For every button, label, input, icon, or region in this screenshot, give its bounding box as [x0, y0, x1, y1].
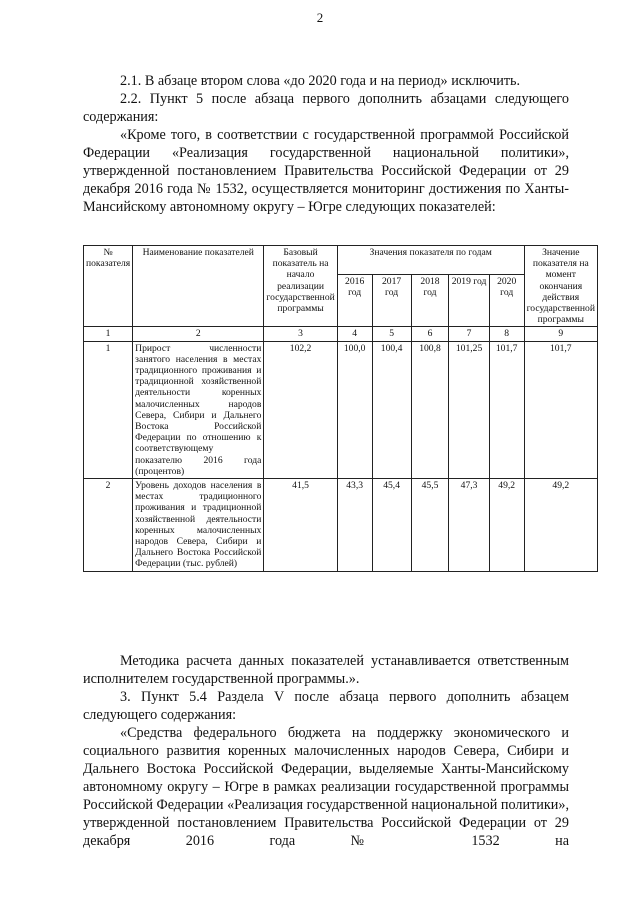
column-number: 6 [411, 327, 449, 341]
paragraph-2-2: 2.2. Пункт 5 после абзаца первого дополнить абзацами следующего содержания: [83, 91, 569, 125]
year-value: 100,0 [337, 341, 372, 478]
year-value: 43,3 [337, 479, 372, 572]
table-row [84, 341, 598, 478]
column-number: 8 [489, 327, 524, 341]
paragraph-federal-budget: «Средства федерального бюджета на поддержку экономического и социального развития коренных малочисленных народов Севера, Сибири и Дальнего Востока Российской Федерации, выделяемые Ханты-Мансийскому автономному округу – Югре в рамках реализации государственной программы Российской Федерации «Реализация государственной национальной политики», утвержденной постановлением Правительства Российской Федерации от 29 декабря 2016 года № 1532 на [83, 725, 569, 849]
column-number: 9 [524, 327, 597, 341]
year-value: 45,5 [411, 479, 449, 572]
year-value: 100,4 [372, 341, 411, 478]
indicator-name: Уровень доходов населения в местах традиционного проживания и традиционной хозяйственной деятельности коренных малочисленных народов Севера, Сибири и Дальнего Востока Российской Федерации (тыс. рублей) [133, 479, 264, 572]
year-value: 47,3 [449, 479, 489, 572]
base-value: 102,2 [264, 341, 337, 478]
header-year: 2016 год [337, 275, 372, 327]
top-text [83, 72, 569, 216]
row-number: 1 [84, 341, 133, 478]
header-year: 2017 год [372, 275, 411, 327]
paragraph-3: 3. Пункт 5.4 Раздела V после абзаца первого дополнить абзацем следующего содержания: [83, 689, 569, 723]
header-year: 2020 год [489, 275, 524, 327]
table-row [84, 479, 598, 572]
column-number: 5 [372, 327, 411, 341]
year-value: 100,8 [411, 341, 449, 478]
row-number: 2 [84, 479, 133, 572]
column-number: 4 [337, 327, 372, 341]
column-number: 7 [449, 327, 489, 341]
paragraph-2-1: 2.1. В абзаце втором слова «до 2020 года и на период» исключить. [120, 73, 521, 89]
indicator-name: Прирост численности занятого населения в местах традиционного проживания и традиционной хозяйственной деятельности коренных малочисленных народов Севера, Сибири и Дальнего Востока Российской Федерации по отношению к соответствующему показателю 2016 года (процентов) [133, 341, 264, 478]
table-column-numbers-row [84, 327, 598, 341]
header-name: Наименование показателей [133, 246, 264, 327]
year-value: 101,25 [449, 341, 489, 478]
column-number: 1 [84, 327, 133, 341]
final-value: 49,2 [524, 479, 597, 572]
paragraph-methodology: Методика расчета данных показателей устанавливается ответственным исполнителем государственной программы.». [83, 653, 569, 687]
header-final: Значение показателя на момент окончания действия государственной программы [524, 246, 597, 327]
final-value: 101,7 [524, 341, 597, 478]
header-year: 2018 год [411, 275, 449, 327]
bottom-text [83, 652, 569, 850]
year-value: 49,2 [489, 479, 524, 572]
paragraph-quote-intro: «Кроме того, в соответствии с государственной программой Российской Федерации «Реализация государственной национальной политики», утвержденной постановлением Правительства Российской Федерации от 29 декабря 2016 года № 1532, осуществляется мониторинг достижения по Ханты-Мансийскому автономному округу – Югре следующих показателей: [83, 127, 569, 215]
year-value: 45,4 [372, 479, 411, 572]
indicators-table [83, 245, 598, 572]
column-number: 3 [264, 327, 337, 341]
page-number: 2 [316, 10, 324, 25]
base-value: 41,5 [264, 479, 337, 572]
column-number: 2 [133, 327, 264, 341]
year-value: 101,7 [489, 341, 524, 478]
header-values-group: Значения показателя по годам [337, 246, 524, 275]
header-year: 2019 год [449, 275, 489, 327]
header-base: Базовый показатель на начало реализации государственной программы [264, 246, 337, 327]
header-number: № показателя [84, 246, 133, 327]
table-header-row [84, 246, 598, 275]
